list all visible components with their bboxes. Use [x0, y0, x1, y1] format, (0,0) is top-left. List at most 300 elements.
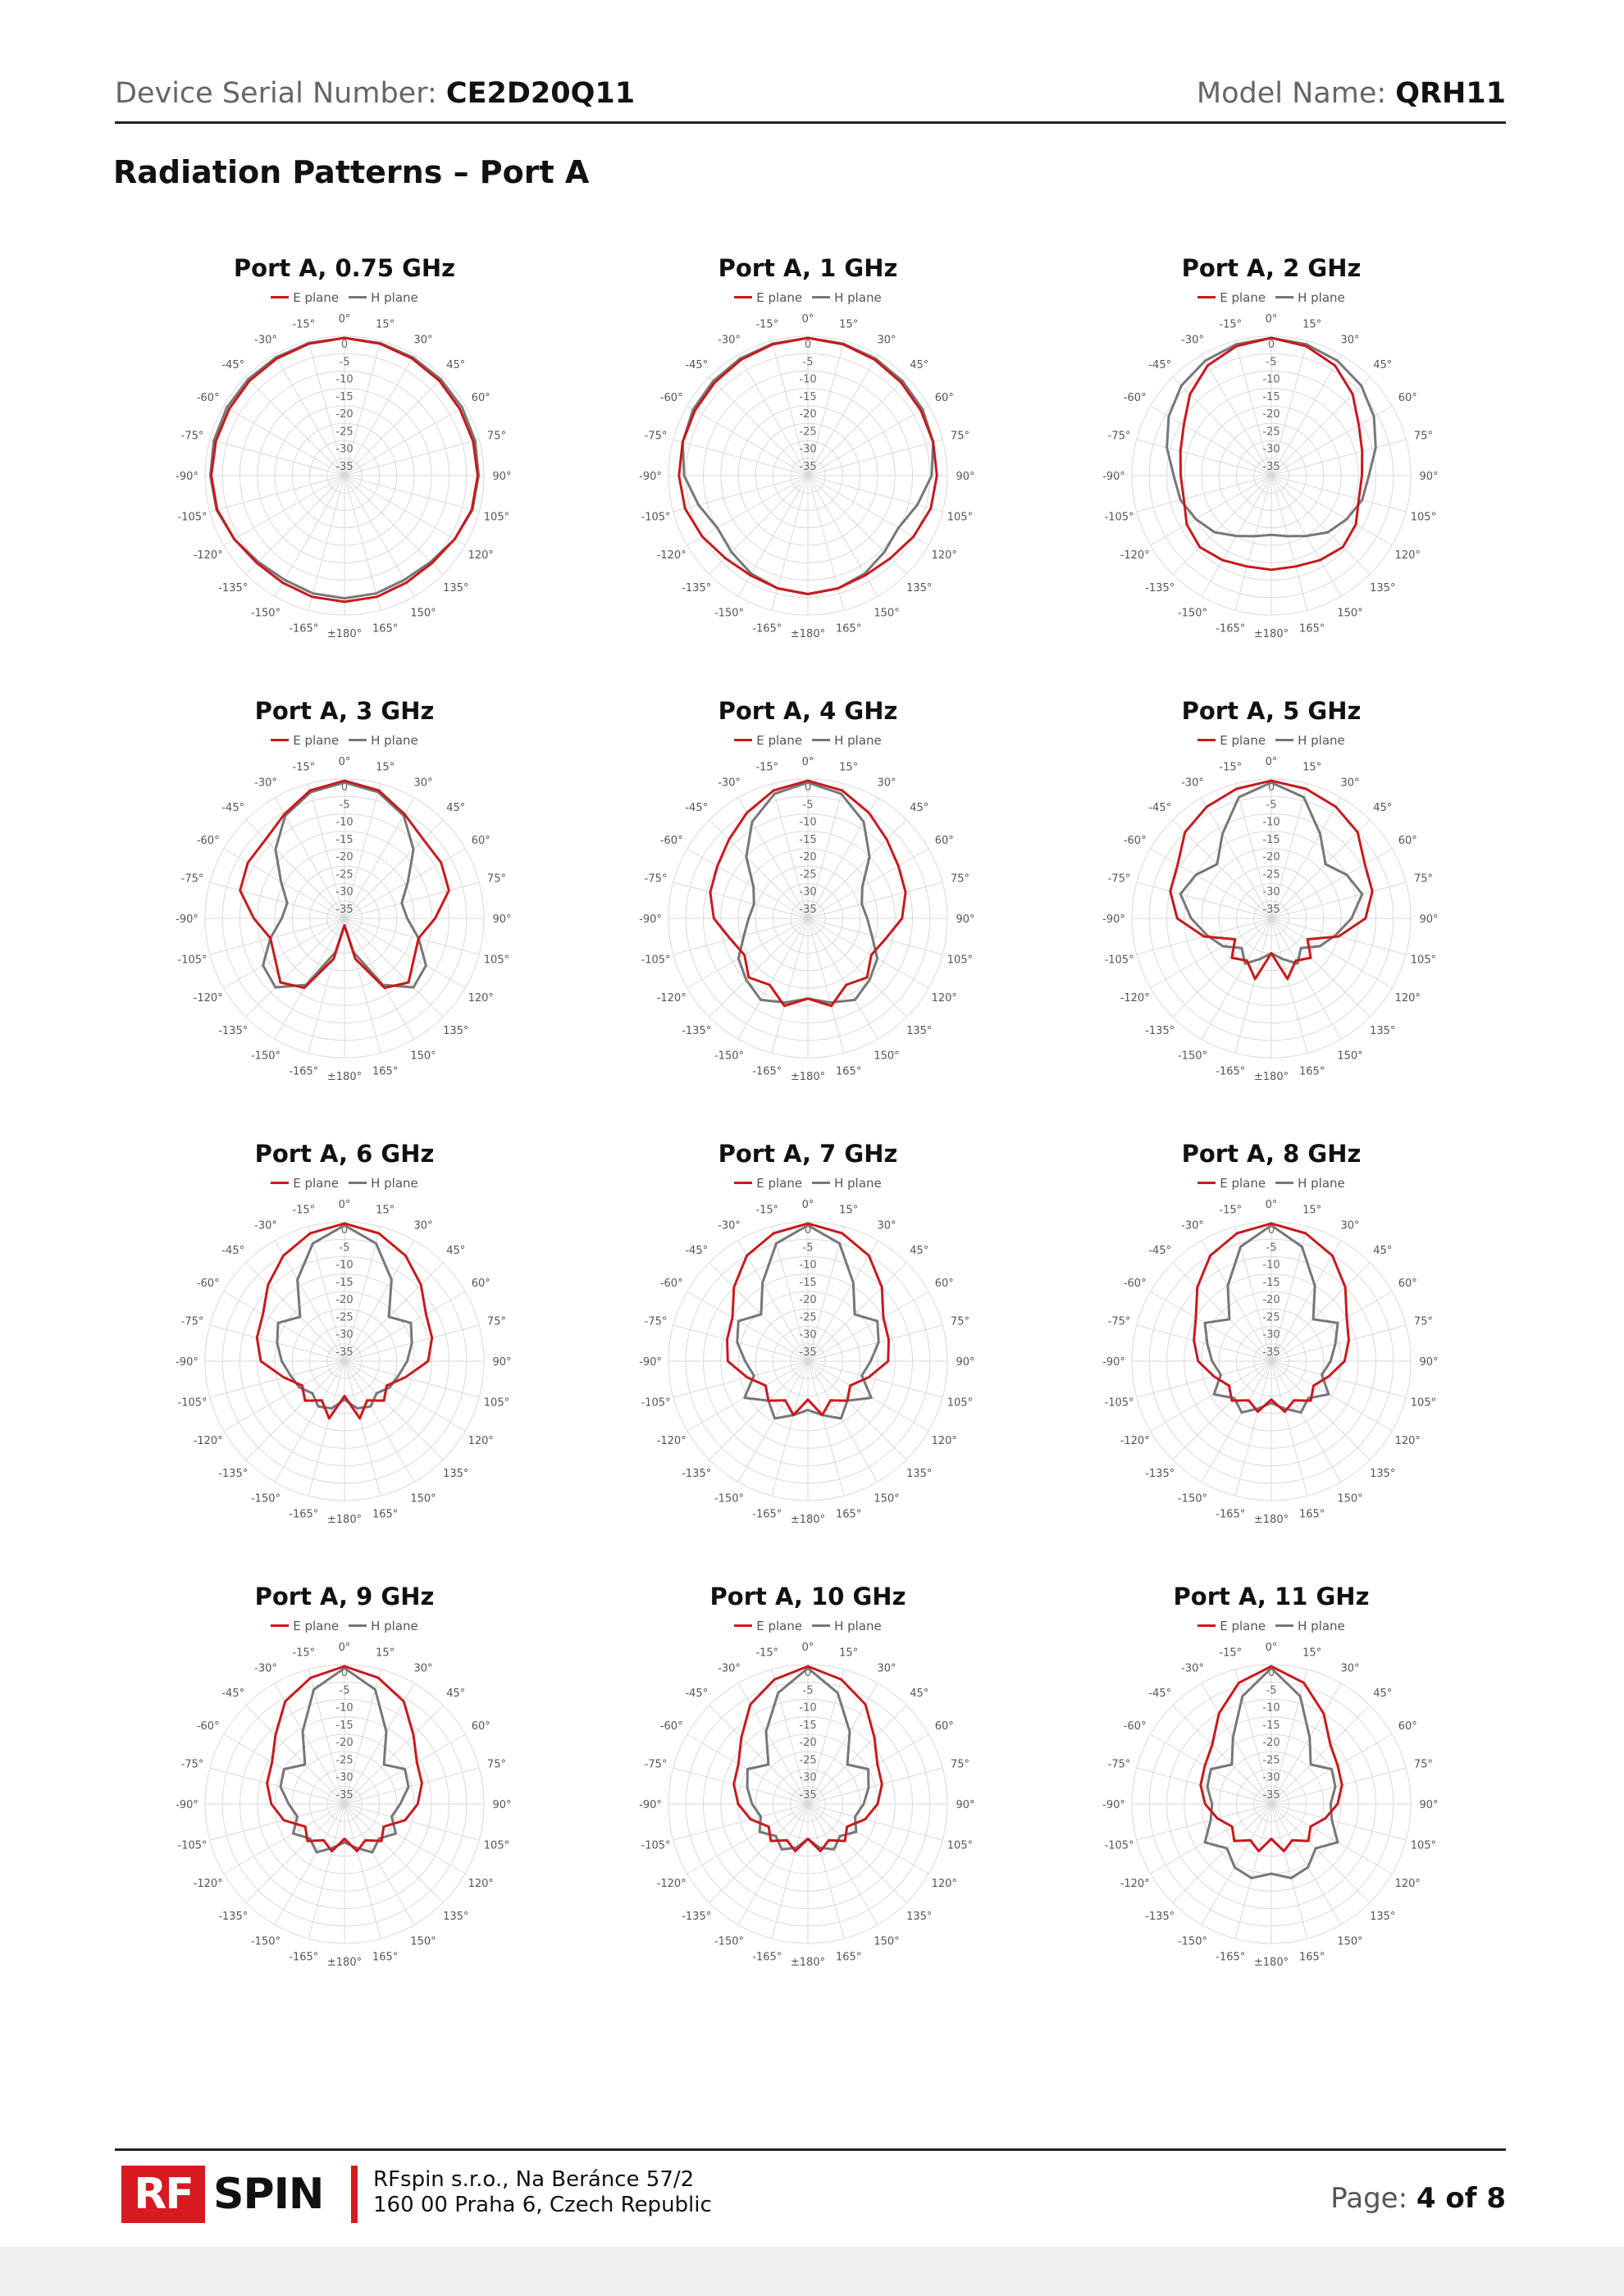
h-plane-swatch: [1275, 296, 1293, 298]
grid-spoke: [808, 882, 942, 918]
angle-tick-label: 150°: [410, 607, 436, 620]
radial-tick-label: -10: [335, 1702, 354, 1715]
radial-tick-label: -10: [1262, 1702, 1280, 1715]
grid-spoke: [1271, 1804, 1406, 1840]
polar-chart: [1025, 1635, 1517, 2025]
angle-tick-label: 165°: [1299, 1508, 1325, 1521]
polar-chart: [98, 749, 591, 1140]
grid-spoke: [1202, 355, 1271, 476]
angle-tick-label: -45°: [1148, 1688, 1172, 1701]
angle-tick-label: -15°: [292, 318, 316, 331]
polar-chart: [1025, 749, 1517, 1140]
grid-spoke: [224, 476, 344, 545]
plot-title: Port A, 1 GHz: [718, 254, 898, 282]
angle-tick-label: -165°: [1216, 622, 1246, 636]
grid-spoke: [808, 476, 928, 545]
angle-tick-label: 120°: [1394, 992, 1421, 1004]
polar-chart: [98, 1192, 591, 1583]
e-plane-swatch: [271, 1182, 289, 1184]
radial-tick-label: -35: [335, 1788, 354, 1802]
angle-tick-label: -90°: [176, 913, 198, 926]
angle-tick-label: 135°: [906, 1024, 933, 1037]
radial-tick-label: -20: [799, 1737, 817, 1749]
angle-tick-label: -15°: [755, 318, 779, 331]
grid-spoke: [1173, 1263, 1271, 1361]
radial-tick-label: -35: [335, 1346, 354, 1359]
angle-tick-label: 165°: [836, 622, 862, 636]
grid-spoke: [808, 406, 928, 476]
angle-tick-label: 60°: [934, 1720, 954, 1733]
grid-spoke: [344, 1804, 414, 1925]
polar-plot: [1025, 1583, 1517, 2025]
angle-tick-label: 90°: [492, 1799, 512, 1811]
radial-tick-label: -5: [802, 799, 814, 812]
grid-spoke: [687, 1361, 808, 1431]
angle-tick-label: 75°: [1413, 1315, 1433, 1328]
address-line-2: 160 00 Praha 6, Czech Republic: [373, 2193, 712, 2217]
grid-spoke: [808, 1768, 942, 1804]
angle-tick-label: 120°: [468, 549, 494, 562]
radial-tick-label: -35: [335, 903, 354, 916]
angle-tick-label: 90°: [1419, 913, 1439, 926]
angle-tick-label: -90°: [1102, 913, 1125, 926]
grid-spoke: [1173, 377, 1271, 476]
angle-tick-label: -60°: [196, 392, 220, 404]
angle-tick-label: 0°: [801, 313, 814, 326]
grid-spoke: [808, 1706, 906, 1804]
angle-tick-label: -120°: [656, 1435, 687, 1447]
polar-chart: [562, 1635, 1054, 2025]
grid-spoke: [246, 1263, 344, 1361]
grid-spoke: [709, 377, 808, 476]
radial-tick-label: -35: [1262, 903, 1280, 916]
grid-spoke: [808, 820, 906, 918]
angle-tick-label: -120°: [1120, 1435, 1150, 1447]
radial-tick-label: -30: [1262, 1771, 1280, 1784]
angle-tick-label: -30°: [254, 334, 277, 347]
grid-spoke: [210, 918, 344, 954]
angle-tick-label: 135°: [1370, 1467, 1396, 1480]
grid-spoke: [709, 1706, 808, 1804]
h-plane-swatch: [349, 296, 367, 298]
radial-tick-label: -35: [799, 1788, 817, 1802]
grid-spoke: [344, 476, 414, 596]
angle-tick-label: 150°: [410, 1050, 436, 1063]
page-footer: [115, 2148, 1506, 2233]
h-plane-label: H plane: [371, 1176, 418, 1191]
angle-tick-label: 120°: [931, 992, 957, 1004]
e-plane-swatch: [734, 296, 752, 298]
angle-tick-label: ±180°: [326, 628, 363, 640]
polar-chart: [562, 749, 1054, 1140]
angle-tick-label: 30°: [413, 1219, 433, 1232]
angle-tick-label: 60°: [471, 392, 490, 404]
angle-tick-label: 60°: [1398, 1720, 1417, 1733]
angle-tick-label: -30°: [1181, 334, 1204, 347]
grid-spoke: [344, 1804, 479, 1840]
angle-tick-label: -15°: [292, 1204, 316, 1217]
h-plane-swatch: [1275, 739, 1293, 741]
angle-tick-label: 15°: [1302, 1204, 1322, 1217]
angle-tick-label: -60°: [1123, 392, 1147, 404]
angle-tick-label: -105°: [641, 511, 671, 524]
angle-tick-label: -15°: [1219, 1647, 1243, 1660]
angle-tick-label: 0°: [801, 756, 814, 768]
radial-tick-label: -35: [1262, 460, 1280, 473]
grid-spoke: [1271, 1263, 1370, 1361]
angle-tick-label: -165°: [752, 622, 782, 636]
grid-spoke: [344, 918, 465, 988]
angle-tick-label: 45°: [1373, 359, 1393, 372]
angle-tick-label: -60°: [659, 1720, 683, 1733]
angle-tick-label: -75°: [1107, 1315, 1131, 1328]
angle-tick-label: -90°: [176, 471, 198, 483]
angle-tick-label: 75°: [950, 872, 969, 886]
radial-tick-label: -25: [1262, 1754, 1280, 1767]
plot-title: Port A, 2 GHz: [1181, 254, 1362, 282]
radial-tick-label: -5: [339, 1241, 350, 1255]
h-plane-swatch: [812, 296, 830, 298]
angle-tick-label: 30°: [413, 1662, 433, 1675]
angle-tick-label: ±180°: [1253, 1957, 1289, 1969]
grid-spoke: [1151, 849, 1271, 918]
address-line-1: RFspin s.r.o., Na Beránce 57/2: [373, 2167, 695, 2192]
radial-tick-label: 0: [340, 1224, 349, 1237]
angle-tick-label: -165°: [752, 1951, 782, 1964]
e-plane-label: E plane: [293, 1176, 340, 1191]
angle-tick-label: 135°: [906, 1467, 933, 1480]
angle-tick-label: 45°: [1373, 1245, 1393, 1258]
angle-tick-label: 75°: [950, 430, 969, 443]
grid-spoke: [687, 1292, 808, 1361]
polar-chart: [1025, 1192, 1517, 1583]
grid-spoke: [808, 377, 906, 476]
angle-tick-label: -45°: [1148, 1245, 1172, 1258]
angle-tick-label: 75°: [1413, 430, 1433, 443]
angle-tick-label: -45°: [1148, 802, 1172, 815]
radial-tick-label: -5: [1266, 799, 1277, 812]
grid-spoke: [738, 355, 808, 476]
angle-tick-label: 75°: [1413, 872, 1433, 886]
h-plane-label: H plane: [834, 733, 882, 748]
angle-tick-label: -135°: [682, 1024, 712, 1037]
angle-tick-label: 60°: [1398, 835, 1417, 847]
grid-spoke: [738, 1804, 808, 1925]
grid-spoke: [246, 476, 344, 574]
angle-tick-label: -150°: [250, 1050, 281, 1063]
angle-tick-label: 30°: [877, 334, 896, 347]
grid-spoke: [808, 1804, 878, 1925]
angle-tick-label: -60°: [196, 835, 220, 847]
angle-tick-label: 105°: [483, 1839, 510, 1852]
grid-spoke: [1271, 1361, 1341, 1482]
angle-tick-label: 30°: [877, 777, 896, 790]
radial-tick-label: -15: [799, 390, 817, 403]
angle-tick-label: ±180°: [326, 1514, 363, 1526]
radial-tick-label: -10: [335, 1259, 354, 1272]
polar-plot: [1025, 1140, 1517, 1583]
angle-tick-label: -90°: [639, 471, 662, 483]
angle-tick-label: 165°: [372, 1065, 399, 1078]
e-plane-label: E plane: [1220, 1176, 1266, 1191]
viewer-background: [0, 2247, 1624, 2296]
grid-spoke: [1271, 882, 1406, 918]
grid-spoke: [1271, 798, 1341, 918]
angle-tick-label: -120°: [1120, 992, 1150, 1004]
angle-tick-label: 15°: [839, 761, 859, 774]
polar-plot: [562, 697, 1054, 1140]
radial-tick-label: -25: [335, 868, 354, 882]
angle-tick-label: 90°: [956, 471, 975, 483]
angle-tick-label: -75°: [1107, 430, 1131, 443]
grid-spoke: [1271, 476, 1392, 545]
e-plane-swatch: [1197, 1624, 1216, 1627]
angle-tick-label: ±180°: [1253, 628, 1289, 640]
grid-spoke: [738, 476, 808, 596]
e-plane-swatch: [734, 1182, 752, 1184]
radial-tick-label: -5: [339, 1684, 350, 1697]
angle-tick-label: -165°: [289, 622, 319, 636]
grid-spoke: [1271, 476, 1307, 610]
plot-legend: [562, 733, 1054, 748]
angle-tick-label: 165°: [1299, 1065, 1325, 1078]
angle-tick-label: 90°: [956, 1356, 975, 1369]
grid-spoke: [687, 476, 808, 545]
h-plane-swatch: [812, 1182, 830, 1184]
grid-spoke: [344, 406, 465, 476]
angle-tick-label: 15°: [376, 318, 395, 331]
angle-tick-label: 120°: [468, 1435, 494, 1447]
angle-tick-label: 105°: [1410, 954, 1437, 967]
angle-tick-label: 0°: [1265, 1642, 1278, 1654]
radial-tick-label: 0: [1267, 781, 1275, 794]
radial-tick-label: -5: [339, 356, 350, 369]
e-plane-label: E plane: [1220, 733, 1266, 748]
angle-tick-label: 60°: [471, 1720, 490, 1733]
angle-tick-label: ±180°: [1253, 1514, 1289, 1526]
angle-tick-label: 120°: [468, 992, 494, 1004]
radial-tick-label: -10: [799, 373, 817, 386]
angle-tick-label: -15°: [755, 1647, 779, 1660]
angle-tick-label: 60°: [1398, 1278, 1417, 1290]
angle-tick-label: -150°: [714, 1935, 745, 1948]
grid-spoke: [344, 1263, 443, 1361]
angle-tick-label: 120°: [931, 1435, 957, 1447]
radial-tick-label: 0: [1267, 1224, 1275, 1237]
grid-spoke: [224, 406, 344, 476]
grid-spoke: [210, 1361, 344, 1397]
e-plane-swatch: [1197, 1182, 1216, 1184]
angle-tick-label: 75°: [950, 1315, 969, 1328]
radial-tick-label: -15: [1262, 833, 1280, 846]
polar-chart: [562, 1192, 1054, 1583]
grid-spoke: [344, 918, 479, 954]
grid-spoke: [246, 1804, 344, 1902]
plot-legend: [562, 1619, 1054, 1633]
h-plane-swatch: [349, 1624, 367, 1627]
h-plane-label: H plane: [1298, 733, 1345, 748]
grid-spoke: [772, 1804, 808, 1938]
radial-tick-label: 0: [804, 781, 812, 794]
angle-tick-label: 15°: [376, 1647, 395, 1660]
grid-spoke: [673, 440, 808, 476]
angle-tick-label: 45°: [910, 802, 929, 815]
angle-tick-label: -165°: [752, 1065, 782, 1078]
angle-tick-label: -90°: [639, 1356, 662, 1369]
angle-tick-label: 150°: [1337, 607, 1363, 620]
grid-spoke: [210, 1768, 344, 1804]
e-plane-swatch: [271, 739, 289, 741]
radial-tick-label: -15: [335, 390, 354, 403]
angle-tick-label: -120°: [193, 1435, 223, 1447]
angle-tick-label: 120°: [468, 1878, 494, 1890]
radial-tick-label: -30: [335, 1328, 354, 1342]
radial-tick-label: -30: [335, 443, 354, 456]
angle-tick-label: 15°: [1302, 761, 1322, 774]
h-plane-label: H plane: [371, 733, 418, 748]
angle-tick-label: -135°: [1145, 1467, 1175, 1480]
e-plane-label: E plane: [756, 733, 803, 748]
h-plane-swatch: [812, 739, 830, 741]
angle-tick-label: 135°: [1370, 1024, 1396, 1037]
radial-tick-label: -20: [335, 1294, 354, 1306]
model-label: Model Name:: [1196, 77, 1387, 110]
grid-spoke: [1271, 849, 1392, 918]
angle-tick-label: 60°: [471, 835, 490, 847]
h-plane-label: H plane: [1298, 1176, 1345, 1191]
h-plane-label: H plane: [1298, 1619, 1345, 1633]
angle-tick-label: -75°: [180, 1315, 204, 1328]
angle-tick-label: 150°: [410, 1492, 436, 1506]
grid-spoke: [210, 882, 344, 918]
angle-tick-label: 15°: [839, 1204, 859, 1217]
h-plane-label: H plane: [371, 290, 418, 305]
radial-tick-label: -20: [1262, 851, 1280, 863]
grid-spoke: [344, 918, 443, 1017]
radial-tick-label: -20: [1262, 1737, 1280, 1749]
radial-tick-label: -25: [335, 1311, 354, 1324]
plot-title: Port A, 5 GHz: [1181, 697, 1362, 725]
angle-tick-label: -105°: [177, 1396, 208, 1410]
angle-tick-label: -45°: [685, 802, 709, 815]
radial-tick-label: -5: [802, 1684, 814, 1697]
grid-spoke: [808, 476, 906, 574]
angle-tick-label: 105°: [1410, 1839, 1437, 1852]
radial-tick-label: -35: [799, 460, 817, 473]
radial-tick-label: -15: [335, 1719, 354, 1732]
angle-tick-label: -15°: [1219, 761, 1243, 774]
polar-plot: [562, 1583, 1054, 2025]
angle-tick-label: 135°: [1370, 581, 1396, 594]
angle-tick-label: 90°: [1419, 471, 1439, 483]
grid-spoke: [1137, 476, 1271, 512]
angle-tick-label: 105°: [483, 511, 510, 524]
plot-legend: [98, 1176, 591, 1191]
angle-tick-label: 105°: [947, 511, 974, 524]
radial-tick-label: -10: [799, 816, 817, 829]
angle-tick-label: 30°: [1340, 1662, 1360, 1675]
grid-spoke: [344, 377, 443, 476]
angle-tick-label: 165°: [372, 622, 399, 636]
angle-tick-label: -165°: [1216, 1065, 1246, 1078]
angle-tick-label: 90°: [492, 471, 512, 483]
grid-spoke: [709, 1804, 808, 1902]
grid-spoke: [246, 1361, 344, 1460]
radial-tick-label: -15: [335, 1276, 354, 1289]
plot-title: Port A, 6 GHz: [254, 1140, 435, 1168]
angle-tick-label: 45°: [1373, 1688, 1393, 1701]
radial-tick-label: 0: [804, 339, 812, 351]
grid-spoke: [738, 798, 808, 918]
radial-tick-label: -15: [1262, 1719, 1280, 1732]
h-plane-label: H plane: [834, 1176, 882, 1191]
angle-tick-label: 0°: [801, 1642, 814, 1654]
angle-tick-label: -105°: [1104, 1396, 1134, 1410]
angle-tick-label: -90°: [1102, 471, 1125, 483]
angle-tick-label: 105°: [483, 1396, 510, 1410]
radial-tick-label: 0: [340, 1667, 349, 1679]
radial-tick-label: -30: [799, 1328, 817, 1342]
angle-tick-label: 0°: [1265, 1199, 1278, 1211]
angle-tick-label: 45°: [446, 802, 466, 815]
angle-tick-label: 90°: [956, 1799, 975, 1811]
e-plane-label: E plane: [293, 290, 340, 305]
h-plane-swatch: [349, 739, 367, 741]
angle-tick-label: -75°: [644, 1315, 668, 1328]
radial-tick-label: -20: [335, 408, 354, 421]
radial-tick-label: -5: [802, 1241, 814, 1255]
grid-spoke: [1271, 1292, 1392, 1361]
grid-spoke: [224, 1361, 344, 1431]
angle-tick-label: -45°: [1148, 359, 1172, 372]
angle-tick-label: 165°: [372, 1951, 399, 1964]
grid-spoke: [246, 377, 344, 476]
model-name: [1197, 77, 1506, 110]
angle-tick-label: -135°: [682, 1910, 712, 1923]
page-header: [115, 72, 1506, 124]
radial-tick-label: -15: [799, 1276, 817, 1289]
angle-tick-label: 105°: [1410, 1396, 1437, 1410]
angle-tick-label: -60°: [659, 835, 683, 847]
radial-tick-label: -5: [802, 356, 814, 369]
radial-tick-label: -25: [1262, 1311, 1280, 1324]
angle-tick-label: 15°: [839, 1647, 859, 1660]
grid-spoke: [246, 918, 344, 1017]
angle-tick-label: 135°: [443, 1910, 469, 1923]
angle-tick-label: ±180°: [790, 628, 826, 640]
plot-title: Port A, 0.75 GHz: [233, 254, 456, 282]
angle-tick-label: -15°: [1219, 318, 1243, 331]
angle-tick-label: -60°: [196, 1720, 220, 1733]
angle-tick-label: 45°: [910, 359, 929, 372]
angle-tick-label: -150°: [250, 607, 281, 620]
grid-spoke: [344, 476, 381, 610]
grid-spoke: [709, 1361, 808, 1460]
grid-spoke: [1173, 1804, 1271, 1902]
e-plane-label: E plane: [293, 1619, 340, 1633]
angle-tick-label: -120°: [193, 549, 223, 562]
grid-spoke: [808, 918, 928, 988]
radial-tick-label: 0: [804, 1224, 812, 1237]
angle-tick-label: -75°: [644, 872, 668, 886]
angle-tick-label: 0°: [801, 1199, 814, 1211]
radial-tick-label: -15: [335, 833, 354, 846]
grid-spoke: [808, 918, 844, 1053]
angle-tick-label: -60°: [659, 392, 683, 404]
angle-tick-label: 60°: [934, 392, 954, 404]
grid-spoke: [344, 1361, 381, 1496]
grid-spoke: [1173, 918, 1271, 1017]
